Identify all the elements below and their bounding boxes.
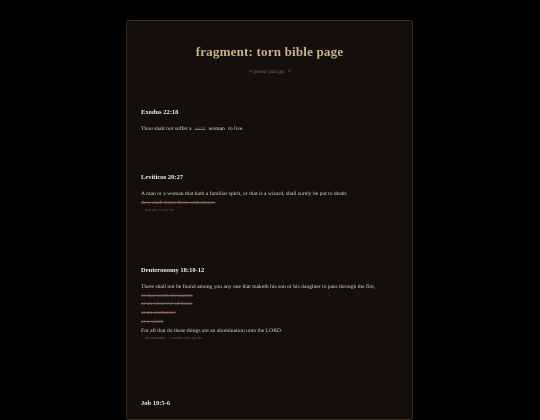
verse-text-before: Thou shalt not suffer a — [141, 126, 192, 132]
margin-annotation: and yet, it was me — [145, 207, 174, 213]
verse-section-deuteronomy — [141, 267, 400, 341]
verse-text: There shall not be found among you any one that maketh his son or his daughter to pass through the fire, — [141, 284, 376, 290]
struck-line: or a witch — [141, 318, 164, 325]
struck-line: or an enchanter — [141, 310, 176, 317]
verse-section-exodus — [141, 109, 400, 135]
verse-text — [141, 125, 400, 135]
struck-word: witch — [194, 127, 206, 132]
struck-line: they shall stone them with stones — [141, 199, 216, 206]
correction-word: woman — [208, 126, 225, 132]
struck-line: or an observer of times — [141, 301, 193, 308]
page-title: fragment: torn bible page — [195, 44, 344, 59]
verse-reference: Exodus 22:18 — [141, 109, 179, 116]
verse-reference: Leviticus 20:27 — [141, 174, 184, 181]
torn-page-card — [126, 20, 413, 420]
page-subtitle: ✧ please just go. ✧ — [247, 69, 292, 75]
verse-section-job — [141, 400, 400, 416]
verse-text-after: to live. — [228, 126, 244, 132]
verse-section-leviticus — [141, 174, 400, 213]
verse-reference: Deuteronomy 18:10-12 — [141, 267, 205, 274]
struck-line: or that useth divination — [141, 292, 193, 299]
verse-reference: Job 19:5-6 — [141, 400, 171, 407]
verse-text: A man or a woman that hath a familiar spirit, or that is a wizard, shall surely be put to death: — [141, 191, 348, 197]
verse-text-closing: For all that do these things are an abomination unto the LORD. — [141, 327, 283, 334]
margin-annotation: abomination → woman who speaks — [145, 335, 203, 341]
